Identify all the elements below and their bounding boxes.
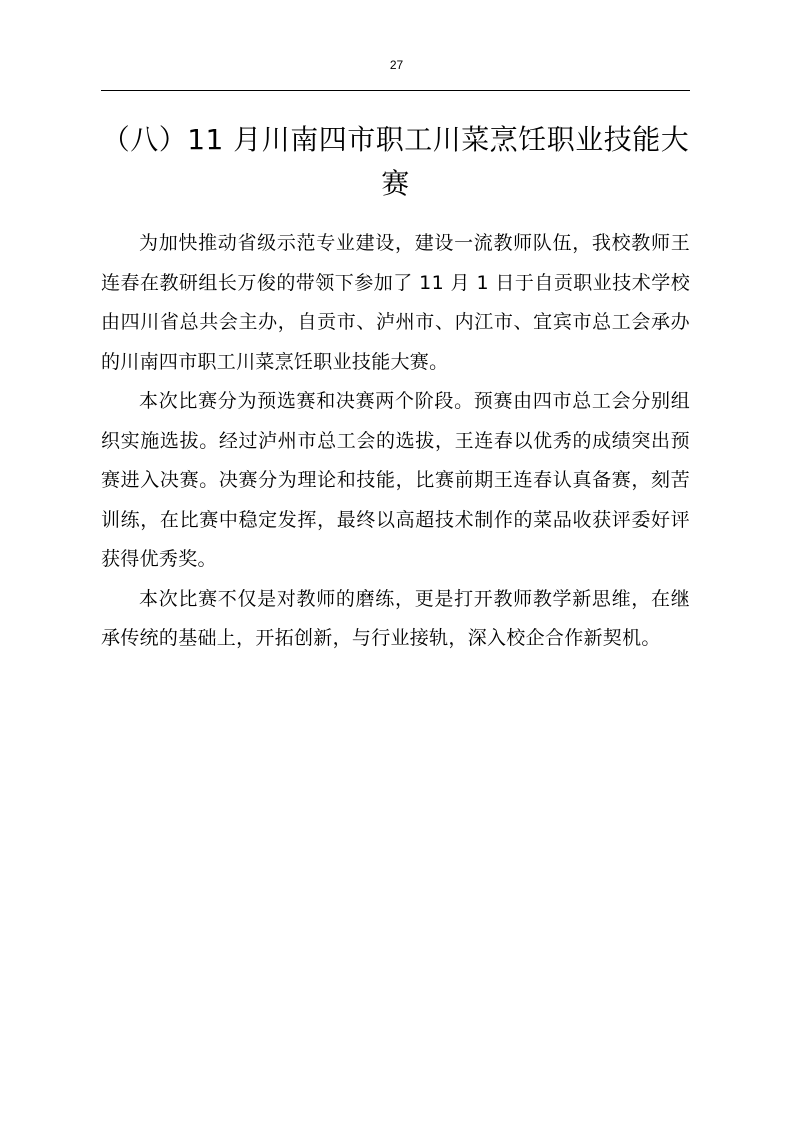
paragraph: 本次比赛不仅是对教师的磨练，更是打开教师教学新思维，在继承传统的基础上，开拓创新，与行业接轨，深入校企合作新契机。 (101, 587, 690, 649)
paragraph: 本次比赛分为预选赛和决赛两个阶段。预赛由四市总工会分别组织实施选拔。经过泸州市总工会的选拔，王连春以优秀的成绩突出预赛进入决赛。决赛分为理论和技能，比赛前期王连春认真备赛，刻苦训练，在比赛中稳定发挥，最终以高超技术制作的菜品收获评委好评获得优秀奖。 (101, 390, 690, 570)
body-text (101, 224, 690, 659)
header-rule (101, 90, 690, 91)
page-number: 27 (389, 58, 404, 72)
section-title: （八）11 月川南四市职工川菜烹饪职业技能大赛 (101, 123, 690, 200)
paragraph: 为加快推动省级示范专业建设，建设一流教师队伍，我校教师王连春在教研组长万俊的带领下参加了 11 月 1 日于自贡职业技术学校由四川省总共会主办，自贡市、泸州市、内江市、宜宾市总工会承办的川南四市职工川菜烹饪职业技能大赛。 (101, 232, 690, 373)
